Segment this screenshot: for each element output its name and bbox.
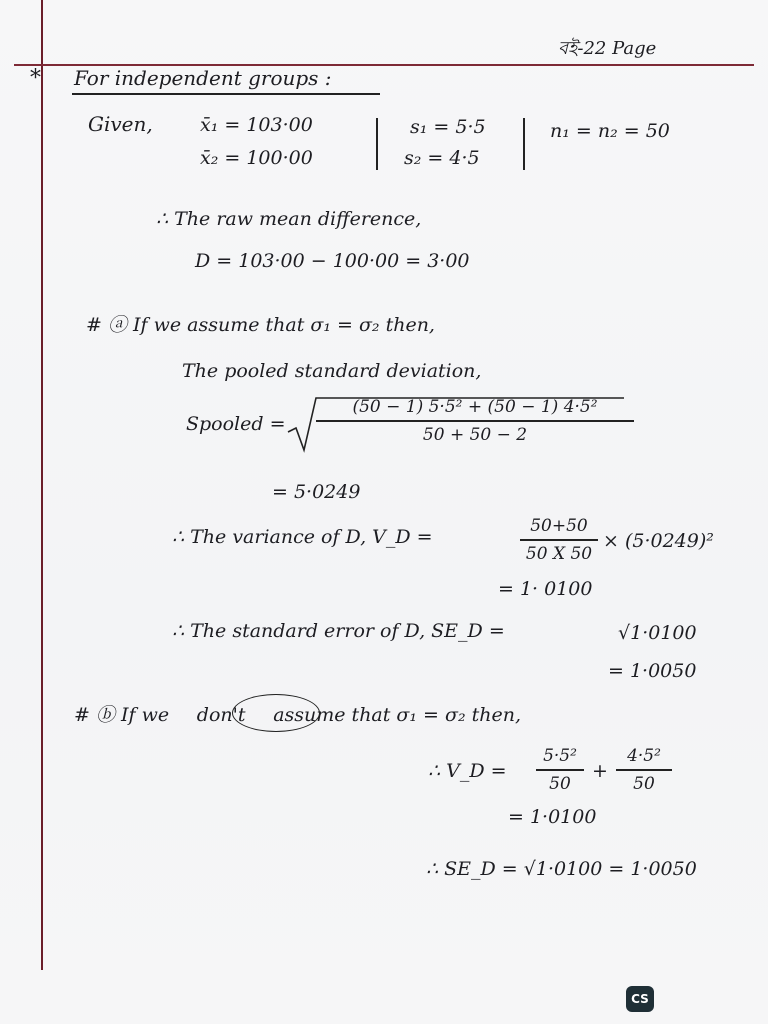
unequal-case-prefix: # ⓑ If we <box>74 704 170 726</box>
unequal-standard-error: ∴ SE_D = √1·0100 = 1·0050 <box>426 858 697 880</box>
raw-mean-intro: ∴ The raw mean difference, <box>156 208 422 230</box>
given-sample-sizes: n₁ = n₂ = 50 <box>550 120 670 142</box>
fraction-denominator: 50 <box>633 773 655 794</box>
pooled-sd-fraction <box>316 397 634 445</box>
variance-denominator: 50 X 50 <box>525 543 593 564</box>
fraction-bar <box>316 420 634 422</box>
pooled-sd-denominator: 50 + 50 − 2 <box>422 424 528 445</box>
variance-multiplier: × (5·0249)² <box>603 530 714 552</box>
given-sd-1: s₁ = 5·5 <box>410 116 486 138</box>
page-number-label: বই-22 Page <box>558 38 657 59</box>
unequal-variance-fraction-2 <box>616 746 672 794</box>
standard-error-result: = 1·0050 <box>608 660 697 682</box>
fraction-numerator: 4·5² <box>627 746 661 766</box>
unequal-variance-result: = 1·0100 <box>508 806 597 828</box>
given-separator <box>376 118 378 170</box>
fraction-bar <box>520 539 598 541</box>
fraction-bar <box>616 769 672 771</box>
circle-annotation <box>232 694 320 732</box>
camscanner-badge-icon: CS <box>626 986 654 1012</box>
heading-underline <box>72 93 380 95</box>
standard-error-sqrt: √1·0100 <box>618 622 697 644</box>
section-bullet: * <box>30 66 41 91</box>
pooled-sd-intro: The pooled standard deviation, <box>182 360 482 382</box>
given-label: Given, <box>88 112 153 136</box>
unequal-case-suffix: assume that σ₁ = σ₂ then, <box>273 704 522 726</box>
given-separator <box>523 118 525 170</box>
raw-mean-calculation: D = 103·00 − 100·00 = 3·00 <box>195 250 470 272</box>
variance-numerator: 50+50 <box>530 516 588 536</box>
equal-variance-case: # ⓐ If we assume that σ₁ = σ₂ then, <box>86 314 435 336</box>
given-sd-2: s₂ = 4·5 <box>404 147 480 169</box>
variance-fraction <box>520 516 598 564</box>
pooled-sd-numerator: (50 − 1) 5·5² + (50 − 1) 4·5² <box>352 397 598 417</box>
fraction-denominator: 50 <box>549 773 571 794</box>
margin-line <box>41 0 43 970</box>
section-heading: For independent groups : <box>74 66 332 90</box>
variance-result: = 1· 0100 <box>498 578 593 600</box>
plus-sign: + <box>592 760 608 782</box>
given-mean-1: x̄₁ = 103·00 <box>200 114 313 136</box>
standard-error-label: ∴ The standard error of D, SE_D = <box>172 620 505 642</box>
fraction-bar <box>536 769 584 771</box>
variance-label: ∴ The variance of D, V_D = <box>172 526 433 548</box>
circled-word: don't <box>196 704 246 726</box>
given-mean-2: x̄₂ = 100·00 <box>200 147 313 169</box>
fraction-numerator: 5·5² <box>543 746 577 766</box>
unequal-variance-fraction-1 <box>536 746 584 794</box>
unequal-variance-label: ∴ V_D = <box>428 760 507 782</box>
pooled-sd-value: = 5·0249 <box>272 481 361 503</box>
pooled-sd-label: Spooled = <box>186 413 286 435</box>
